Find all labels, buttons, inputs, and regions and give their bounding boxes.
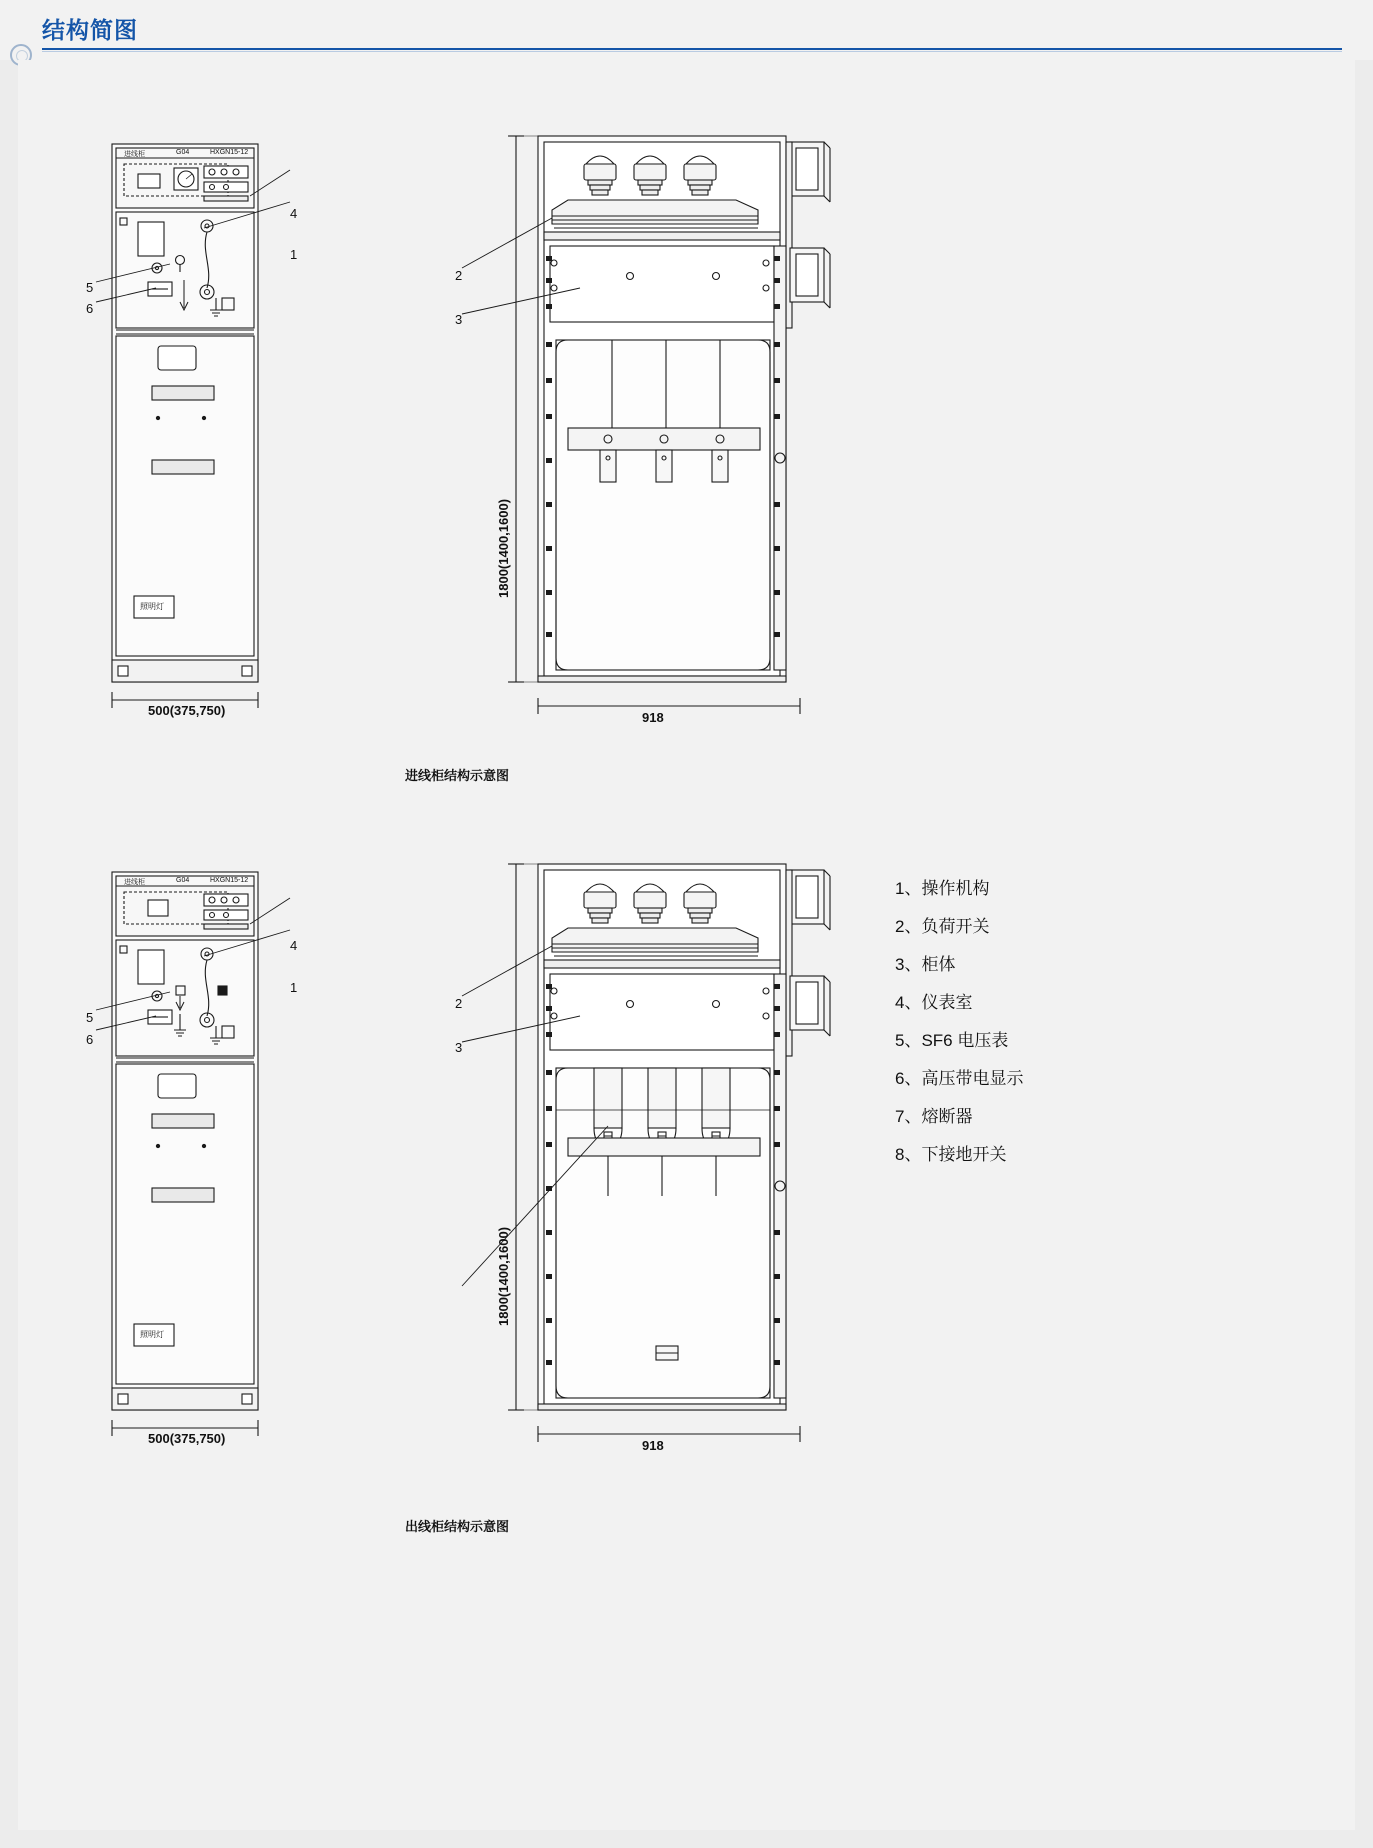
page-header [0,0,1373,60]
figure1-front-view [100,140,360,730]
figure2-caption: 出线柜结构示意图 [405,1519,510,1534]
fig2-height-dim: 1800(1400,1600) [496,1226,511,1326]
fig2-lamp-label: 照明灯 [140,1330,164,1339]
fig1-tag-right: HXGN15-12 [210,149,249,156]
fig1-lamp-label: 照明灯 [140,602,164,611]
legend-item: 8、下接地开关 [895,1145,1007,1164]
legend-item: 7、熔断器 [895,1107,973,1126]
fig1-callout-1: 1 [290,247,298,262]
fig2-callout-4: 4 [290,938,298,953]
fig2-callout-6: 6 [86,1032,94,1047]
fig2-callout-3: 3 [455,1040,463,1055]
fig1-callout-3: 3 [455,312,463,327]
fig1-tag-left: 进线柜 [124,151,145,158]
fig2-callout-2: 2 [455,996,463,1011]
fig1-depth-dim: 918 [642,710,664,725]
fig2-callout-1: 1 [290,980,298,995]
figure2-front-view [100,868,360,1458]
fig1-callout-4: 4 [290,206,298,221]
fig1-height-dim: 1800(1400,1600) [496,498,511,598]
fig2-callout-5: 5 [86,1010,94,1025]
fig1-callout-5: 5 [86,280,94,295]
fig1-tag-mid: G04 [176,149,190,156]
legend-item: 5、SF6 电压表 [895,1031,1009,1050]
page-title: 结构简图 [42,17,138,43]
fig1-callout-2: 2 [455,268,463,283]
fig2-width-dim: 500(375,750) [148,1431,226,1446]
title-rule [42,48,1342,50]
figure1-caption: 进线柜结构示意图 [405,768,510,783]
figure2-section-view [490,856,860,1456]
fig2-tag-right: HXGN15-12 [210,877,249,884]
legend-item: 3、柜体 [895,955,956,974]
legend-item: 1、操作机构 [895,879,990,898]
legend-item: 4、仪表室 [895,993,973,1012]
fig2-tag-mid: G04 [176,877,190,884]
figure1-section-view [490,128,860,728]
legend-item: 2、负荷开关 [895,917,990,936]
fig2-tag-left: 进线柜 [124,879,145,886]
fig1-callout-6: 6 [86,301,94,316]
fig2-depth-dim: 918 [642,1438,664,1453]
title-rule-secondary [42,51,1342,52]
fig1-width-dim: 500(375,750) [148,703,226,718]
legend [895,870,1195,1174]
legend-item: 6、高压带电显示 [895,1069,1024,1088]
